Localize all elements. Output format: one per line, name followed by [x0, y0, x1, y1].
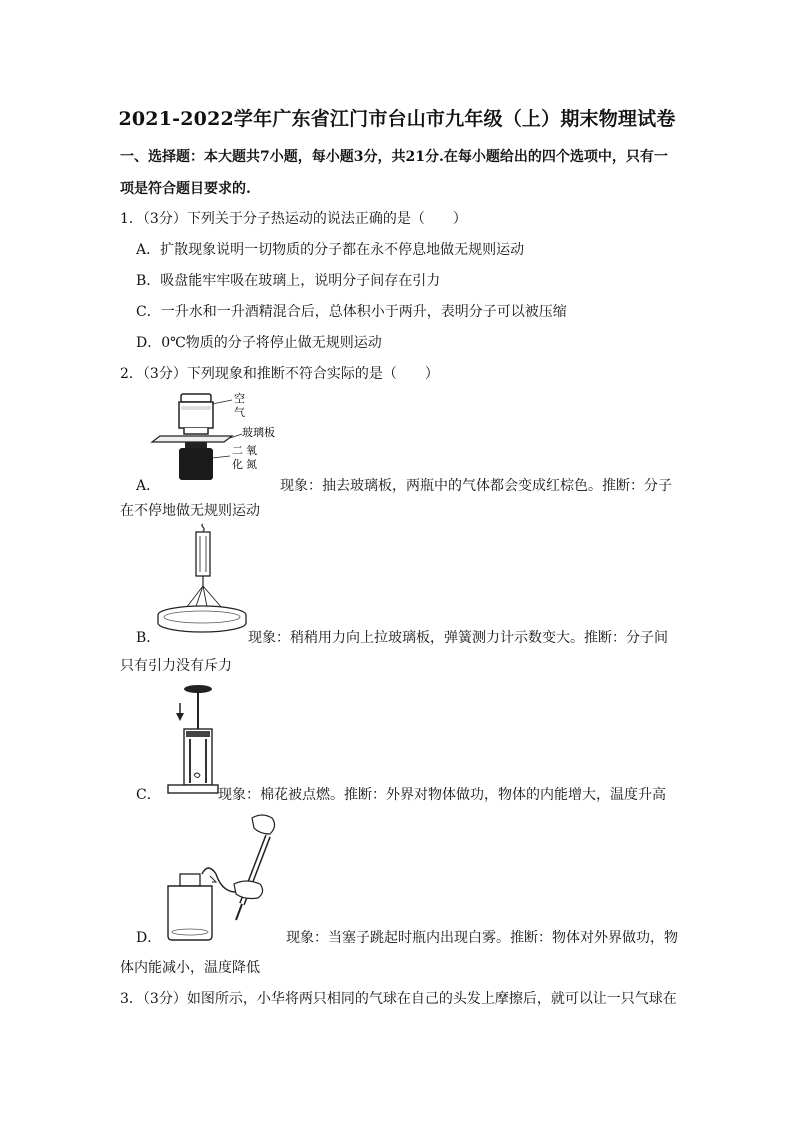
q2-option-b-letter: B． — [136, 630, 161, 646]
bottle-pump-figure — [150, 812, 288, 948]
label-glass-plate: 玻璃板 — [242, 426, 275, 439]
spring-scale-figure — [152, 522, 252, 634]
label-no2-1: 二 — [232, 444, 243, 457]
q2-option-c-text: 现象：棉花被点燃。推断：外界对物体做功，物体的内能增大，温度升高 — [218, 787, 666, 803]
label-air-2: 气 — [234, 406, 245, 419]
q2-option-c-letter: C． — [136, 787, 161, 803]
q2-stem: 2．（3分）下列现象和推断不符合实际的是（ ） — [120, 366, 439, 382]
q2-option-d-cont: 体内能减小，温度降低 — [120, 960, 260, 976]
q2-option-b-cont: 只有引力没有斥力 — [120, 658, 232, 674]
q1-option-d: D．0℃物质的分子将停止做无规则运动 — [136, 335, 382, 351]
label-no2-3: 化 — [232, 458, 243, 471]
q1-option-b: B．吸盘能牢牢吸在玻璃上，说明分子间存在引力 — [136, 273, 441, 289]
label-no2-4: 氮 — [246, 458, 257, 471]
q2-option-d-letter: D． — [136, 930, 162, 946]
section-heading-line1: 一、选择题：本大题共7小题，每小题3分，共21分.在每小题给出的四个选项中，只有一 — [120, 149, 668, 165]
q1-stem: 1．（3分）下列关于分子热运动的说法正确的是（ ） — [120, 211, 467, 227]
gas-diffusion-figure — [150, 390, 280, 484]
section-heading-line2: 项是符合题目要求的. — [120, 181, 251, 197]
q2-option-d-text: 现象：当塞子跳起时瓶内出现白雾。推断：物体对外界做功，物 — [286, 930, 678, 946]
q2-option-a-cont: 在不停地做无规则运动 — [120, 503, 260, 519]
label-air-1: 空 — [234, 392, 245, 405]
q2-option-b-text: 现象：稍稍用力向上拉玻璃板，弹簧测力计示数变大。推断：分子间 — [248, 630, 668, 646]
label-no2-2: 氧 — [246, 444, 257, 457]
q2-option-a-text: 现象：抽去玻璃板，两瓶中的气体都会变成红棕色。推断：分子 — [280, 478, 672, 494]
page-title: 2021-2022学年广东省江门市台山市九年级（上）期末物理试卷 — [118, 108, 676, 130]
q1-option-a: A．扩散现象说明一切物质的分子都在永不停息地做无规则运动 — [136, 242, 525, 258]
q3-stem: 3．（3分）如图所示，小华将两只相同的气球在自己的头发上摩擦后，就可以让一只气球在 — [120, 991, 677, 1007]
q2-option-a-letter: A． — [136, 478, 161, 494]
q1-option-c: C．一升水和一升酒精混合后，总体积小于两升，表明分子可以被压缩 — [136, 304, 567, 320]
compression-tube-figure — [160, 683, 220, 801]
